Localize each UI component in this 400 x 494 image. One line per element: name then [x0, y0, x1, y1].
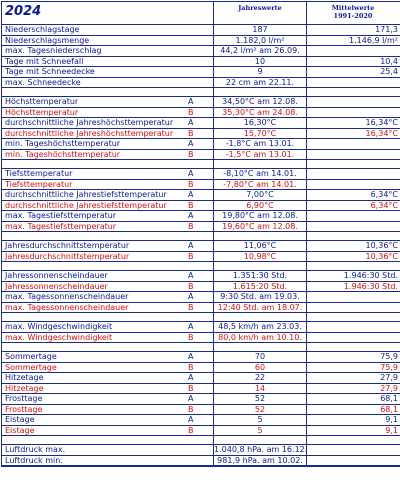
- row-label: min. Tageshöchsttemperatur: [5, 149, 121, 159]
- table-row: [2, 445, 400, 456]
- row-value: 14: [254, 383, 266, 393]
- column-divider: [306, 24, 307, 466]
- row-label: max. Windgeschwindigkeit: [5, 332, 113, 342]
- row-label: Jahressonnenscheindauer: [5, 271, 108, 280]
- table-row: [2, 222, 400, 233]
- station-tag: A: [188, 211, 194, 220]
- row-label: Tiefsttemperatur: [5, 169, 73, 178]
- station-tag: B: [188, 362, 194, 372]
- station-tag: B: [188, 425, 194, 435]
- row-label: Tage mit Schneedecke: [5, 67, 95, 76]
- row-label: Frosttage: [5, 394, 43, 403]
- row-value: 1.040,8 hPa. am 16.12.: [214, 445, 308, 454]
- row-label: Luftdruck min.: [5, 455, 63, 465]
- row-value: 187: [252, 25, 268, 34]
- row-label: Jahressonnenscheindauer: [5, 281, 108, 291]
- table-row: [2, 303, 400, 314]
- station-tag: B: [188, 332, 194, 342]
- table-row: [2, 169, 400, 180]
- table-row: [2, 271, 400, 282]
- row-label: Niederschlagstage: [5, 25, 80, 34]
- table-row: [2, 36, 400, 47]
- row-value: 48,5 km/h am 23.03.: [218, 322, 302, 331]
- table-row: [2, 456, 400, 467]
- table-row: [2, 384, 400, 395]
- table-row: [2, 190, 400, 201]
- table-row: [2, 241, 400, 252]
- table-row: [2, 139, 400, 150]
- table-row: [2, 46, 400, 57]
- row-mean: 9,1: [385, 415, 398, 424]
- row-label: max. Tagestiefsttemperatur: [5, 221, 117, 231]
- table-row: [2, 415, 400, 426]
- table-header: [2, 2, 400, 25]
- row-label: Jahresdurchschnittstemperatur: [5, 251, 130, 261]
- group-separator: [2, 313, 400, 322]
- row-label: Tiefsttemperatur: [5, 179, 73, 189]
- row-label: max. Windgeschwindigkeit: [5, 322, 113, 331]
- row-label: Hitzetage: [5, 373, 44, 382]
- row-label: Höchsttemperatur: [5, 107, 79, 117]
- row-label: Höchsttemperatur: [5, 97, 79, 106]
- header-mittelwerte-label: Mittelwerte: [331, 4, 375, 12]
- station-tag: A: [188, 373, 194, 382]
- row-value: -1,8°C am 13.01.: [225, 139, 295, 148]
- table-row: [2, 211, 400, 222]
- table-row: [2, 57, 400, 68]
- row-value: 10,98°C: [243, 251, 277, 261]
- row-value: 80,0 km/h am 10.10.: [218, 332, 302, 342]
- row-mean: 27,9: [380, 373, 398, 382]
- header-mittelwerte-period: 1991-2020: [333, 12, 373, 20]
- station-tag: B: [188, 200, 194, 210]
- table-row: [2, 292, 400, 303]
- station-tag: A: [188, 139, 194, 148]
- row-mean: 6,34°C: [370, 190, 398, 199]
- row-value: 12:40 Std. am 18.07.: [217, 302, 303, 312]
- row-label: max. Tagessonnenscheindauer: [5, 292, 129, 301]
- header-jahreswerte: [214, 4, 306, 12]
- row-label: Niederschlagsmenge: [5, 35, 90, 45]
- row-value: 11,06°C: [243, 241, 277, 250]
- station-tag: A: [188, 241, 194, 250]
- row-mean: 75,9: [380, 352, 398, 361]
- group-separator: [2, 232, 400, 241]
- row-value: 19,80°C am 12.08.: [222, 211, 298, 220]
- row-label: max. Tagestiefsttemperatur: [5, 211, 117, 220]
- row-value: 10: [254, 56, 266, 66]
- station-tag: A: [188, 190, 194, 199]
- row-mean: 25,4: [380, 67, 398, 76]
- table-row: [2, 97, 400, 108]
- row-value: 9: [257, 67, 263, 76]
- row-mean: 68,1: [380, 404, 398, 414]
- header-mittelwerte: [307, 4, 399, 20]
- table-row: [2, 118, 400, 129]
- row-mean: 1.946:30 Std.: [343, 281, 398, 291]
- station-tag: B: [188, 149, 194, 159]
- station-tag: A: [188, 118, 194, 127]
- row-value: 981,9 hPa. am 10.02.: [217, 455, 303, 465]
- station-tag: B: [188, 179, 194, 189]
- row-label: Frosttage: [5, 404, 43, 414]
- row-value: 52: [254, 394, 266, 403]
- row-value: 15,70°C: [243, 128, 277, 138]
- station-tag: A: [188, 322, 194, 331]
- row-label: Sommertage: [5, 362, 57, 372]
- row-mean: 1.146,9 l/m²: [349, 35, 398, 45]
- station-tag: A: [188, 352, 194, 361]
- table-row: [2, 394, 400, 405]
- row-label: Jahresdurchschnittstemperatur: [5, 241, 130, 250]
- group-separator: [2, 436, 400, 445]
- station-tag: B: [188, 404, 194, 414]
- row-value: 44,2 l/m² am 26.09.: [220, 46, 300, 55]
- row-mean: 1.946:30 Std.: [343, 271, 398, 280]
- table-row: [2, 201, 400, 212]
- table-body: [2, 25, 400, 466]
- group-separator: [2, 262, 400, 271]
- table-row: [2, 363, 400, 374]
- row-label: durchschnittliche Jahreshöchsttemperatur: [5, 128, 174, 138]
- station-tag: A: [188, 292, 194, 301]
- row-mean: 10,36°C: [365, 251, 398, 261]
- station-tag: B: [188, 383, 194, 393]
- row-value: 7,00°C: [246, 190, 274, 199]
- row-mean: 27,9: [380, 383, 398, 393]
- row-value: 16,30°C: [243, 118, 277, 127]
- station-tag: A: [188, 169, 194, 178]
- row-value: -7,80°C am 14.01.: [223, 179, 297, 189]
- row-label: durchschnittliche Jahreshöchsttemperatur: [5, 118, 174, 127]
- row-value: 34,50°C am 12.08.: [222, 97, 298, 106]
- group-separator: [2, 343, 400, 352]
- row-value: 9:30 Std. am 19.03.: [220, 292, 300, 301]
- header-jahreswerte-label: Jahreswerte: [238, 4, 282, 12]
- row-value: -1,5°C am 13.01.: [225, 149, 295, 159]
- table-row: [2, 150, 400, 161]
- table-row: [2, 322, 400, 333]
- station-tag: B: [188, 221, 194, 231]
- row-mean: 16,34°C: [365, 118, 398, 127]
- row-value: -8,10°C am 14.01.: [223, 169, 297, 178]
- row-mean: 68,1: [380, 394, 398, 403]
- row-label: durchschnittliche Jahrestiefsttemperatur: [5, 190, 167, 199]
- station-tag: B: [188, 107, 194, 117]
- row-value: 1.615:20 Std.: [232, 281, 288, 291]
- station-tag: A: [188, 394, 194, 403]
- row-mean: 10,4: [380, 56, 398, 66]
- station-tag: B: [188, 128, 194, 138]
- row-label: Tage mit Schneefall: [5, 56, 84, 66]
- climate-summary-sheet: [1, 1, 400, 467]
- row-label: min. Tageshöchsttemperatur: [5, 139, 121, 148]
- row-value: 22 cm am 22.11.: [225, 77, 295, 87]
- row-value: 35,30°C am 24.08.: [222, 107, 298, 117]
- table-row: [2, 282, 400, 293]
- row-mean: 9,1: [385, 425, 398, 435]
- row-value: 1.182,0 l/m²: [235, 35, 285, 45]
- group-separator: [2, 88, 400, 97]
- table-row: [2, 25, 400, 36]
- row-label: durchschnittliche Jahrestiefsttemperatur: [5, 200, 167, 210]
- table-row: [2, 352, 400, 363]
- year-title: 2024: [5, 4, 42, 19]
- table-row: [2, 78, 400, 89]
- row-label: max. Schneedecke: [5, 77, 81, 87]
- row-mean: 10,36°C: [365, 241, 398, 250]
- station-tag: B: [188, 281, 194, 291]
- row-value: 52: [254, 404, 266, 414]
- table-row: [2, 333, 400, 344]
- row-mean: 16,34°C: [365, 128, 398, 138]
- row-value: 22: [254, 373, 266, 382]
- row-value: 1.351:30 Std.: [232, 271, 288, 280]
- row-label: Sommertage: [5, 352, 57, 361]
- row-label: max. Tagessonnenscheindauer: [5, 302, 129, 312]
- table-row: [2, 405, 400, 416]
- row-value: 5: [257, 415, 263, 424]
- table-row: [2, 252, 400, 263]
- station-tag: B: [188, 251, 194, 261]
- row-mean: 75,9: [380, 362, 398, 372]
- table-row: [2, 426, 400, 437]
- row-label: max. Tagesniederschlag: [5, 46, 102, 55]
- group-separator: [2, 160, 400, 169]
- table-row: [2, 373, 400, 384]
- row-label: Hitzetage: [5, 383, 44, 393]
- table-row: [2, 108, 400, 119]
- row-label: Luftdruck max.: [5, 445, 66, 454]
- table-row: [2, 67, 400, 78]
- row-value: 19,60°C am 12.08.: [222, 221, 298, 231]
- row-mean: 6,34°C: [370, 200, 398, 210]
- row-label: Eistage: [5, 415, 35, 424]
- row-value: 6,90°C: [246, 200, 274, 210]
- row-value: 70: [254, 352, 266, 361]
- station-tag: A: [188, 271, 194, 280]
- row-mean: 171,3: [375, 25, 398, 34]
- row-label: Eistage: [5, 425, 35, 435]
- station-tag: A: [188, 415, 194, 424]
- row-value: 5: [257, 425, 263, 435]
- station-tag: B: [188, 302, 194, 312]
- station-tag: A: [188, 97, 194, 106]
- table-row: [2, 129, 400, 140]
- column-divider: [213, 24, 214, 466]
- row-value: 60: [254, 362, 266, 372]
- table-row: [2, 180, 400, 191]
